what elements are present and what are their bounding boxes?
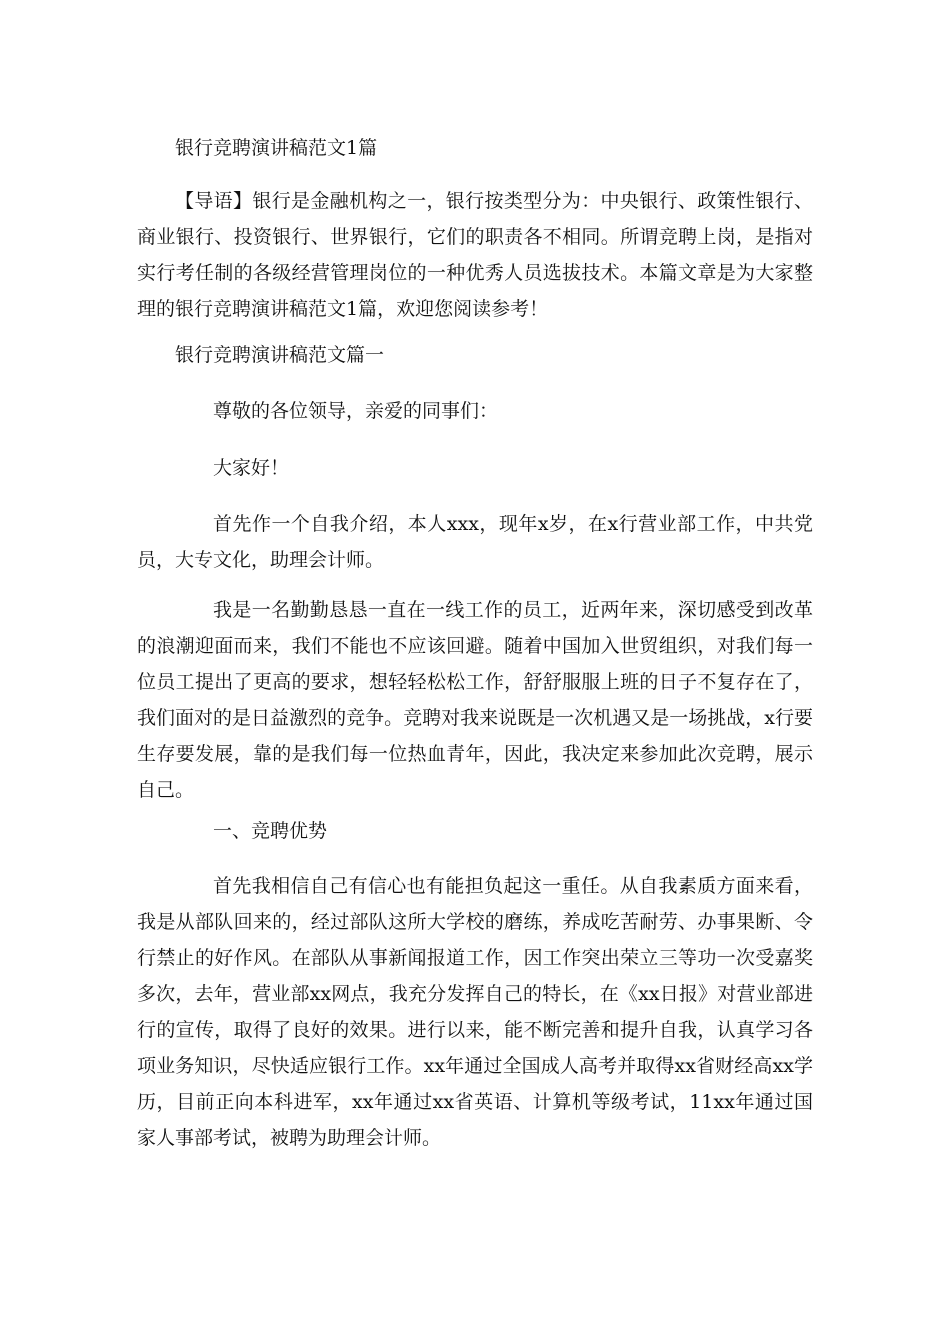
greeting: 尊敬的各位领导，亲爱的同事们： [213,400,499,422]
document-title: 银行竞聘演讲稿范文1篇 [175,137,378,159]
hello: 大家好！ [213,457,290,479]
section-title: 银行竞聘演讲稿范文篇一 [175,344,385,366]
paragraph-self-intro: 首先作一个自我介绍，本人xxx，现年x岁，在x行营业部工作，中共党员，大专文化，助理会计师。 [137,513,813,571]
subheading-advantages: 一、竞聘优势 [213,820,328,842]
intro-paragraph: 【导语】银行是金融机构之一，银行按类型分为：中央银行、政策性银行、商业银行、投资银行、世界银行，它们的职责各不相同。所谓竞聘上岗，是指对实行考任制的各级经营管理岗位的一种优秀人员选拔技术。本篇文章是为大家整理的银行竞聘演讲稿范文1篇，欢迎您阅读参考！ [137,190,813,320]
paragraph-advantages: 首先我相信自己有信心也有能担负起这一重任。从自我素质方面来看，我是从部队回来的，经过部队这所大学校的磨练，养成吃苦耐劳、办事果断、令行禁止的好作风。在部队从事新闻报道工作，因工作突出荣立三等功一次受嘉奖多次，去年，营业部xx网点，我充分发挥自己的特长，在《xx日报》对营业部进行的宣传，取得了良好的效果。进行以来，能不断完善和提升自我，认真学习各项业务知识，尽快适应银行工作。xx年通过全国成人高考并取得xx省财经高xx学历，目前正向本科进军，xx年通过xx省英语、计算机等级考试，11xx年通过国家人事部考试，被聘为助理会计师。 [137,875,813,1149]
paragraph-motivation: 我是一名勤勤恳恳一直在一线工作的员工，近两年来，深切感受到改革的浪潮迎面而来，我们不能也不应该回避。随着中国加入世贸组织，对我们每一位员工提出了更高的要求，想轻轻松松工作，舒舒服服上班的日子不复存在了，我们面对的是日益激烈的竞争。竞聘对我来说既是一次机遇又是一场挑战，x行要生存要发展，靠的是我们每一位热血青年，因此，我决定来参加此次竞聘，展示自己。 [137,599,813,801]
